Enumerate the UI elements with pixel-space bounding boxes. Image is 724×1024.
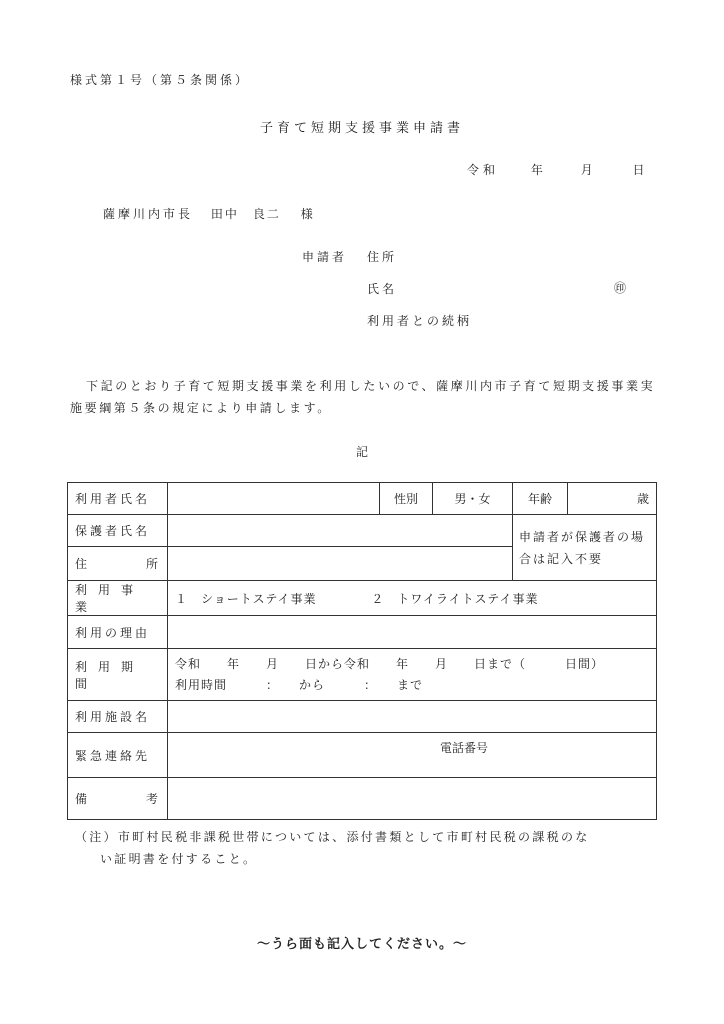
applicant-name-label: 氏名 — [367, 282, 398, 296]
age-unit[interactable]: 歳 — [568, 483, 657, 515]
ki-label: 記 — [355, 445, 368, 459]
date-line — [467, 161, 645, 178]
age-label: 年齢 — [513, 483, 568, 515]
user-name-field[interactable] — [168, 483, 380, 515]
footnote-line-1: （注）市町村民税非課税世帯については、添付書類として市町村民税の課税のな — [75, 830, 590, 844]
addressee-name: 田中 良二 — [210, 207, 281, 221]
gender-options[interactable]: 男・女 — [433, 483, 513, 515]
service-label: 利用事業 — [68, 581, 168, 616]
guardian-note: 申請者が保護者の場合は記入不要 — [513, 515, 657, 581]
date-month: 月 — [580, 163, 593, 177]
period-times: 利用時間 ： から ： まで — [175, 677, 424, 692]
addressee — [103, 205, 313, 222]
service-options[interactable] — [168, 581, 657, 616]
addressee-honorific: 様 — [300, 207, 313, 221]
form-number: 様式第１号（第５条関係） — [70, 73, 251, 87]
footnote — [75, 826, 665, 870]
applicant-address-label: 住所 — [367, 250, 398, 264]
body-paragraph — [70, 375, 660, 419]
service-option-1[interactable]: １ ショートステイ事業 — [175, 591, 317, 606]
gender-label: 性別 — [380, 483, 433, 515]
application-table — [67, 482, 657, 820]
seal-mark: ㊞ — [614, 281, 627, 295]
address-field[interactable] — [168, 547, 513, 581]
guardian-name-label: 保護者氏名 — [68, 515, 168, 547]
phone-label: 電話番号 — [440, 741, 489, 755]
footnote-line-2: い証明書を付すること。 — [100, 852, 258, 866]
period-label: 利用期間 — [68, 649, 168, 701]
applicant-label: 申請者 — [302, 250, 348, 264]
remarks-field[interactable] — [168, 778, 657, 820]
emergency-label: 緊急連絡先 — [68, 733, 168, 778]
emergency-field[interactable] — [168, 733, 657, 778]
applicant-relation-label: 利用者との続柄 — [367, 314, 473, 328]
period-dates: 令和 年 月 日から令和 年 月 日まで（ 日間） — [175, 656, 605, 671]
remarks-label: 備 考 — [68, 778, 168, 820]
addressee-position: 薩摩川内市長 — [103, 207, 194, 221]
page-title: 子育て短期支援事業申請書 — [259, 121, 464, 136]
address-label: 住 所 — [68, 547, 168, 581]
reverse-side-notice: ～うら面も記入してください。～ — [256, 937, 467, 952]
date-era: 令和 — [467, 163, 500, 177]
service-option-2[interactable]: ２ トワイライトステイ事業 — [371, 591, 539, 606]
date-year: 年 — [530, 163, 543, 177]
date-day: 日 — [632, 163, 645, 177]
period-field[interactable] — [168, 649, 657, 701]
facility-label: 利用施設名 — [68, 701, 168, 733]
reason-label: 利用の理由 — [68, 616, 168, 649]
reason-field[interactable] — [168, 616, 657, 649]
body-text: 下記のとおり子育て短期支援事業を利用したいので、薩摩川内市子育て短期支援事業実施要綱第５条の規定により申請します。 — [70, 379, 656, 415]
facility-field[interactable] — [168, 701, 657, 733]
user-name-label: 利用者氏名 — [68, 483, 168, 515]
guardian-name-field[interactable] — [168, 515, 513, 547]
